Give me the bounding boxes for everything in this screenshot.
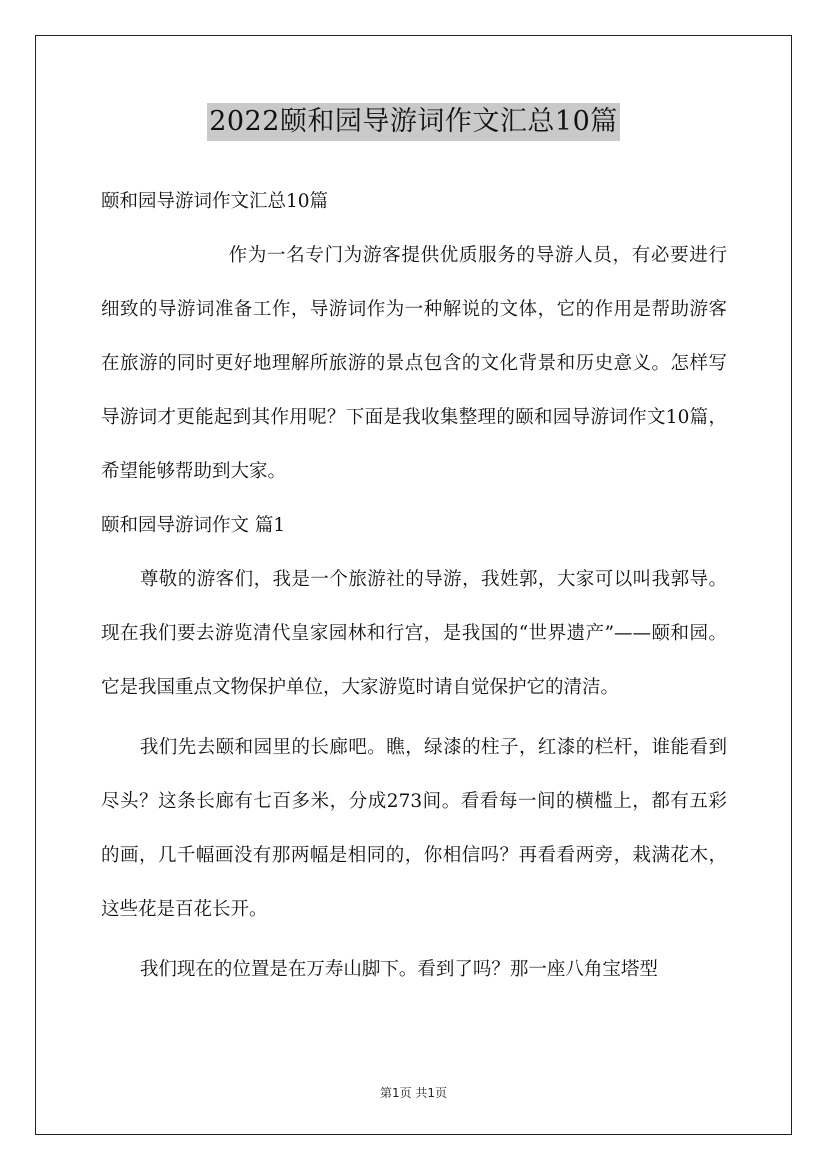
document-body xyxy=(101,175,727,997)
document-title: 2022颐和园导游词作文汇总10篇 xyxy=(207,103,620,141)
section-heading: 颐和园导游词作文 篇1 xyxy=(101,515,286,536)
body-paragraph-2: 我们先去颐和园里的长廊吧。瞧，绿漆的柱子，红漆的栏杆，谁能看到尽头？这条长廊有七百多米，分成273间。看看每一间的横槛上，都有五彩的画，几千幅画没有那两幅是相同的，你相信吗？再看看两旁，栽满花木，这些花是百花长开。 xyxy=(101,737,727,920)
page-number-footer: 第1页 共1页 xyxy=(379,1086,448,1100)
body-paragraph-3: 我们现在的位置是在万寿山脚下。看到了吗？那一座八角宝塔型 xyxy=(139,959,658,980)
document-subtitle: 颐和园导游词作文汇总10篇 xyxy=(101,191,329,212)
intro-paragraph: 作为一名专门为游客提供优质服务的导游人员，有必要进行细致的导游词准备工作，导游词作为一种解说的文体，它的作用是帮助游客在旅游的同时更好地理解所旅游的景点包含的文化背景和历史意义。怎样写导游词才更能起到其作用呢？下面是我收集整理的颐和园导游词作文10篇，希望能够帮助到大家。 xyxy=(101,245,727,482)
body-paragraph-1: 尊敬的游客们，我是一个旅游社的导游，我姓郭，大家可以叫我郭导。现在我们要去游览清代皇家园林和行宫，是我国的“世界遗产”——颐和园。它是我国重点文物保护单位，大家游览时请自觉保护它的清洁。 xyxy=(101,569,727,698)
title-container xyxy=(0,103,827,141)
